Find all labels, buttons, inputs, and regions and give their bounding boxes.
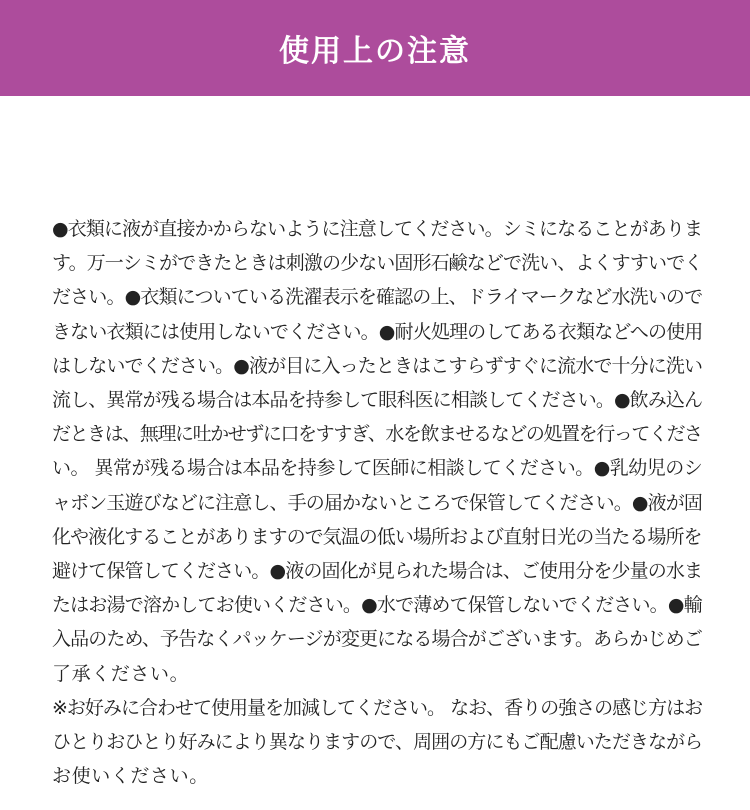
caution-line: だときは、無理に吐かせずに口をすすぎ、水を飲ませるなどの処置を行ってくださ xyxy=(52,423,702,446)
caution-line: 流し、異常が残る場合は本品を持参して眼科医に相談してください。●飲み込ん xyxy=(52,388,703,411)
caution-line: ●衣類に液が直接かからないように注意してください。シミになることがありま xyxy=(52,217,703,240)
caution-line: い。 異常が残る場合は本品を持参して医師に相談してください。●乳幼児のシ xyxy=(52,457,703,480)
note-line: お使いください。 xyxy=(52,765,209,788)
caution-line: 避けて保管してください。●液の固化が見られた場合は、ご使用分を少量の水ま xyxy=(52,559,703,582)
caution-line: 入品のため、予告なくパッケージが変更になる場合がございます。あらかじめご xyxy=(52,628,702,651)
caution-line: はしないでください。●液が目に入ったときはこすらずすぐに流水で十分に洗い xyxy=(52,354,703,377)
note-line: ひとりおひとり好みにより異なりますので、周囲の方にもご配慮いただきながら xyxy=(52,730,703,753)
caution-line: ださい。●衣類についている洗濯表示を確認の上、ドライマークなど水洗いので xyxy=(52,286,703,309)
caution-line: 化や液化することがありますので気温の低い場所および直射日光の当たる場所を xyxy=(52,525,702,548)
caution-line: 了承ください。 xyxy=(52,662,190,685)
caution-line: きない衣類には使用しないでください。●耐火処理のしてある衣類などへの使用 xyxy=(52,320,703,343)
page-title: 使用上の注意 xyxy=(279,34,471,69)
caution-text-block xyxy=(0,96,712,810)
caution-line: す。万一シミができたときは刺激の少ない固形石鹸などで洗い、よくすすいでく xyxy=(52,252,703,275)
caution-line: たはお湯で溶かしてお使いください。●水で薄めて保管しないでください。●輸 xyxy=(52,594,702,617)
note-line: ※お好みに合わせて使用量を加減してください。 なお、香りの強さの感じ方はお xyxy=(52,696,703,719)
header-bar xyxy=(0,0,750,96)
caution-line: ャボン玉遊びなどに注意し、手の届かないところで保管してください。●液が固 xyxy=(52,491,702,514)
